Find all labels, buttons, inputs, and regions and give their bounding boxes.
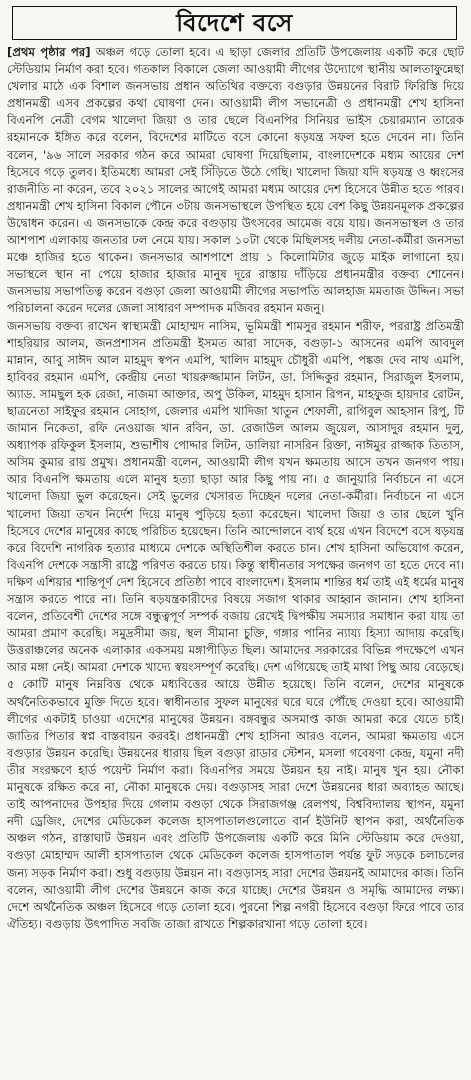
headline: বিদেশে বসে xyxy=(176,8,293,37)
continued-label: প্রথম পৃষ্ঠার পর xyxy=(12,45,86,59)
article-body xyxy=(7,44,464,1074)
article-paragraph-2 xyxy=(7,318,464,933)
paragraph-text-2: জনসভায় বক্তব্য রাখেন স্বাস্থ্যমন্ত্রী মোহাম্মদ নাসিম, ভূমিমন্ত্রী শামসুর রহমান শরীফ, পররাষ্ট্র প্রতিমন্ত্রী শাহরিয়ার আলম, জনপ্রশাসন প্রতিমন্ত্রী ইসমত আরা সাদেক, বগুড়া-১ আসনের এমপি আবদুল মান্নান, আবু সাঈদ আল মাহমুদ স্বপন এমপি, খালিদ মাহমুদ চৌধুরী এমপি, পঙ্কজ দেব নাথ এমপি, হাবিবর রহমান এমপি, কেন্দ্রীয় নেতা খায়রুজ্জামান লিটন, ডা. সিদ্দিকুর রহমান, সিরাজুল ইসলাম, অ্যাড. সামছুল হক রেজা, নাজমা আক্তার, অপু উকিল, মাহমুদ হাসান রিপন, মাহফুজ হায়দার রোটন, ছাত্রনেতা সাইফুর রহমান সোহাগ, জেলার এমপি খাদিজা খাতুন শেফালী, রাগিবুল আহসান রিপু, টি জামান নিকেতা, রফি নেওয়াজ খান রবিন, ডা. রেজাউল আলম জুয়েল, আসাদুর রহমান দুলু, অধ্যাপক রফিকুল ইসলাম, শুভাশীষ পোদ্দার লিটন, ডালিয়া নাসরিন রিক্তা, নাঈমুর রাজ্জাক তিতাস, অসিম কুমার রায় প্রমুখ। প্রধানমন্ত্রী বলেন, আওয়ামী লীগ যখন ক্ষমতায় আসে তখন জনগণ পায়। আর বিএনপি ক্ষমতায় এলে মানুষ হত্যা ছাড়া আর কিছু পায় না। ৫ জানুয়ারি নির্বাচনে না এসে খালেদা জিয়া ভুল করেছেন। সেই ভুলের খেসারত দিচ্ছেন দলের নেতা-কর্মীরা। নির্বাচনে না এসে খালেদা জিয়া তখন নির্দেশ দিয়ে মানুষ পুড়িয়ে হত্যা করেছেন। খালেদা জিয়া ও তার ছেলে খুনি হিসেবে দেশের মানুষের কাছে পরিচিত হয়েছেন। তিনি আন্দোলনে ব্যর্থ হয়ে এখন বিদেশে বসে ষড়যন্ত্র করে বিদেশি নাগরিক হত্যার মাধ্যমে দেশকে অস্থিতিশীল করতে চান। শেখ হাসিনা অভিযোগ করেন, বিএনপি দেশকে সন্ত্রাসী রাষ্ট্রে পরিণত করতে চায়। কিন্তু স্বাধীনতার সপক্ষের জনগণ তা হতে দেবে না। দক্ষিণ এশিয়ার শান্তিপূর্ণ দেশ হিসেবে প্রতিষ্ঠা পাবে বাংলাদেশ। ইসলাম শান্তির ধর্ম তাই এই ধর্মের মানুষ সন্ত্রাস করতে পারে না। তিনি ষড়যন্ত্রকারীদের বিষয়ে সজাগ থাকার আহ্বান জানান। শেখ হাসিনা বলেন, প্রতিবেশী দেশের সঙ্গে বন্ধুত্বপূর্ণ সম্পর্ক বজায় রেখেই দ্বিপক্ষীয় সমস্যার সমাধান করা যায় তা আমরা প্রমাণ করেছি। সমুদ্রসীমা জয়, স্থল সীমানা চুক্তি, গঙ্গার পানির ন্যায্য হিস্যা আদায় করেছি। উত্তরাঞ্চলের অনেক এলাকার একসময় মঙ্গাপীড়িত ছিল। আমাদের সরকারের বিভিন্ন পদক্ষেপে এখন আর মঙ্গা নেই। আমরা দেশকে খাদ্যে স্বয়ংসম্পূর্ণ করেছি। দেশ এগিয়েছে তাই মাথা পিছু আয় বেড়েছে। ৫ কোটি মানুষ নিম্নবিত্ত থেকে মধ্যবিত্তের আয়ে উন্নীত হয়েছে। তিনি বলেন, দেশের মানুষকে অর্থনৈতিকভাবে মুক্তি দিতে হবে। স্বাধীনতার সুফল মানুষের ঘরে ঘরে পৌঁছে দেওয়া হবে। আওয়ামী লীগের একটাই চাওয়া এদেশের মানুষের উন্নয়ন। বঙ্গবন্ধুর অসমাপ্ত কাজ আমরা করে যেতে চাই। জাতির পিতার স্বপ্ন বাস্তবায়ন করবই। প্রধানমন্ত্রী শেখ হাসিনা আরও বলেন, আমরা ক্ষমতায় এসে বগুড়ার উন্নয়ন করেছি। উন্নয়নের ধারায় ছিল বগুড়া রাডার স্টেশন, মসলা গবেষণা কেন্দ্র, যমুনা নদী তীর সংরক্ষণে হার্ড পয়েন্ট নির্মাণ করা। বিএনপির সময়ে উন্নয়ন হয় নাই। মানুষ খুন হয়। নৌকা মানুষকে রক্ষিত করে না, নৌকা মানুষকে দেয়। বগুড়াসহ সারা দেশে উন্নয়নের ধারা অব্যাহত আছে। তাই আপনাদের উপহার দিয়ে গেলাম বগুড়া থেকে সিরাজগঞ্জ রেলপথ, বিশ্ববিদ্যালয় স্থাপন, যমুনা নদী ড্রেজিং, দেশের মেডিকেল কলেজ হাসপাতালগুলোতে বার্ন ইউনিট স্থাপন করা, অর্থনৈতিক অঞ্চল গঠন, রাস্তাঘাট উন্নয়ন এবং প্রতিটি উপজেলায় একটি করে মিনি স্টেডিয়াম করে দেওয়া, বগুড়া মোহাম্মদ আলী হাসপাতাল থেকে মেডিকেল কলেজ হাসপাতাল পর্যন্ত ফুট সড়কে চলাচলের জন্য সড়ক নির্মাণ করা। শুধু বগুড়ায় উন্নয়ন না। বগুড়াসহ সারা দেশের উন্নয়নই আমাদের কাজ। তিনি বলেন, আওয়ামী লীগ দেশের উন্নয়নে কাজ করে যাচ্ছে। দেশের উন্নয়ন ও সমৃদ্ধি আমাদের লক্ষ্য। দেশে অর্থনৈতিক অঞ্চল হিসেবে গড়ে তোলা হবে। পুরনো শিল্প নগরী হিসেবে বগুড়া ফিরে পাবে তার ঐতিহ্য। বগুড়ায় উৎপাদিত সবজি তাজা রাখতে শিল্পকারখানা গড়ে তোলা হবে। xyxy=(7,318,464,931)
bracket-open: [ xyxy=(7,45,13,59)
article-paragraph-1 xyxy=(7,44,464,318)
paragraph-text-1: অঞ্চল গড়ে তোলা হবে। এ ছাড়া জেলার প্রতিটি উপজেলায় একটি করে ছোট স্টেডিয়াম নির্মাণ করা হবে। গতকাল বিকালে জেলা আওয়ামী লীগের উদ্যোগে স্থানীয় আলতাফুন্নেছা খেলার মাঠে এক বিশাল জনসভায় প্রধান অতিথির বক্তব্যে বগুড়ার উন্নয়নের বিরাট ফিরিস্তি দিয়ে প্রধানমন্ত্রী এসব প্রকল্পের কথা ঘোষণা দেন। আওয়ামী লীগ সভানেত্রী ও প্রধানমন্ত্রী শেখ হাসিনা বিএনপি নেত্রী বেগম খালেদা জিয়া ও তার ছেলে বিএনপির সিনিয়র ভাইস চেয়ারম্যান তারেক রহমানকে ইঙ্গিত করে বলেন, বিদেশের মাটিতে বসে কোনো ষড়যন্ত্র সফল হতে দেবেন না। তিনি বলেন, '৯৬ সালে সরকার গঠন করে আমরা ঘোষণা দিয়েছিলাম, বাংলাদেশকে মধ্যম আয়ের দেশ হিসেবে গড়ে তুলব। ইতিমধ্যে আমরা সেই সিঁড়িতে উঠে গেছি। খালেদা জিয়া যদি ষড়যন্ত্র ও ধ্বংসের রাজনীতি না করেন, তবে ২০২১ সালের আগেই আমরা মধ্যম আয়ের দেশ হিসেবে উন্নীত হতে পারব। প্রধানমন্ত্রী শেখ হাসিনা বিকাল পৌনে ৩টায় জনসভাস্থলে উপস্থিত হয়ে বেশ কিছু উন্নয়নমূলক প্রকল্পের উদ্বোধন করেন। এ জনসভাকে কেন্দ্র করে বগুড়ায় উৎসবের আমেজ বয়ে যায়। জনসভাস্থল ও তার আশপাশ এলাকায় জনতার ঢল নেমে যায়। সকাল ১০টা থেকে মিছিলসহ দলীয় নেতা-কর্মীরা জনসভা মঞ্চে হাজির হতে থাকেন। জনসভার আশপাশে প্রায় ১ কিলোমিটার জুড়ে মাইক লাগানো হয়। সভাস্থলে স্থান না পেয়ে হাজার হাজার মানুষ দূরে রাস্তায় দাঁড়িয়ে প্রধানমন্ত্রীর বক্তব্য শোনেন। জনসভায় সভাপতিত্ব করেন বগুড়া জেলা আওয়ামী লীগের সভাপতি আলহাজ মমতাজ উদ্দিন। সভা পরিচালনা করেন দলের জেলা সাধারণ সম্পাদক মজিবর রহমান মজনু। xyxy=(7,45,464,316)
headline-box xyxy=(12,6,457,40)
bracket-close: ] xyxy=(85,45,91,59)
